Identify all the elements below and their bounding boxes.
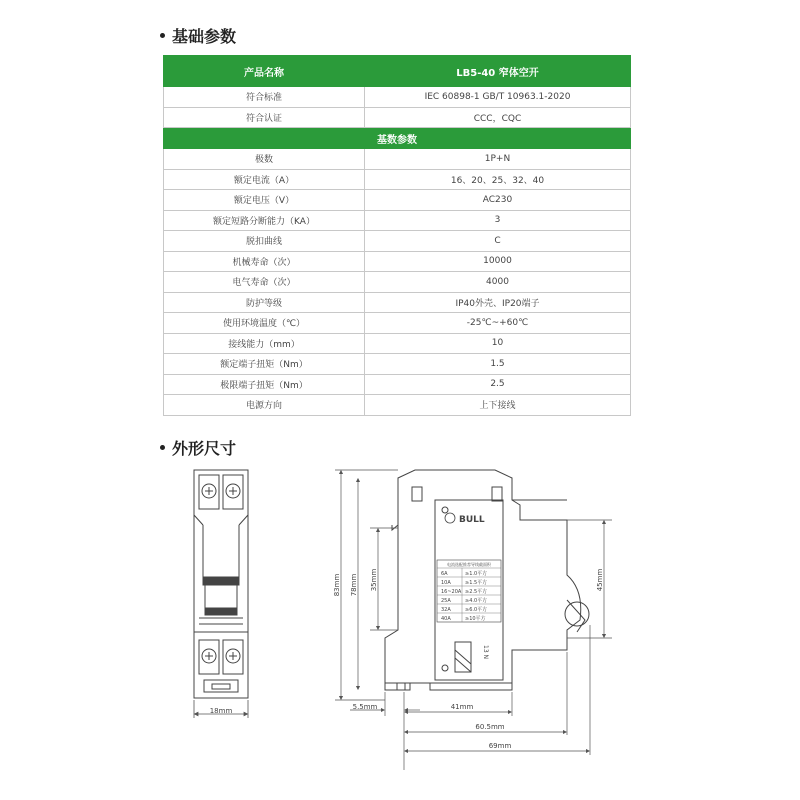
label-wire: ≥6.0平方 (465, 607, 488, 613)
row-key: 额定短路分断能力（KA） (164, 210, 365, 231)
label-current: 25A (441, 598, 451, 604)
dim-60-5mm: 60.5mm (475, 723, 505, 731)
header-cell-name: 产品名称 (164, 56, 365, 87)
label-current: 10A (441, 580, 451, 586)
dim-83mm: 83mm (333, 573, 341, 597)
row-value: 1P+N (365, 149, 631, 170)
row-value: 10000 (365, 251, 631, 272)
row-key: 极数 (164, 149, 365, 170)
terminal-marks: 13 N (482, 645, 489, 660)
row-key: 额定端子扭矩（Nm） (164, 354, 365, 375)
label-wire: ≥10平方 (465, 616, 486, 622)
dim-45mm: 45mm (596, 568, 604, 592)
label-current: 6A (441, 571, 448, 577)
section-title-params: 基础参数 (160, 24, 236, 47)
row-value: 4000 (365, 272, 631, 293)
label-current: 40A (441, 616, 451, 622)
row-value: 2.5 (365, 374, 631, 395)
row-key: 脱扣曲线 (164, 231, 365, 252)
row-key: 额定电流（A） (164, 169, 365, 190)
label-wire: ≥1.5平方 (465, 580, 488, 586)
wire-label (437, 560, 501, 622)
dim-18mm: 18mm (209, 707, 233, 715)
dim-69mm: 69mm (488, 742, 512, 750)
row-key: 防护等级 (164, 292, 365, 313)
label-wire: ≥1.0平方 (465, 571, 488, 577)
row-key: 极限端子扭矩（Nm） (164, 374, 365, 395)
row-value: 16、20、25、32、40 (365, 169, 631, 190)
dim-78mm: 78mm (350, 573, 358, 597)
header-cell-model: LB5-40 窄体空开 (365, 56, 631, 87)
toggle-handle-top (203, 577, 239, 585)
row-value: 1.5 (365, 354, 631, 375)
row-key: 额定电压（V） (164, 190, 365, 211)
label-wire: ≥4.0平方 (465, 598, 488, 604)
section-title-dimensions: 外形尺寸 (160, 436, 236, 459)
row-key: 电气寿命（次） (164, 272, 365, 293)
row-value: IEC 60898-1 GB/T 10963.1-2020 (365, 87, 631, 108)
row-value: IP40外壳、IP20端子 (365, 292, 631, 313)
din-clip (204, 680, 238, 692)
row-value: C (365, 231, 631, 252)
label-current: 32A (441, 607, 451, 613)
bull-logo-icon (445, 513, 455, 523)
row-key: 符合标准 (164, 87, 365, 108)
row-key: 机械寿命（次） (164, 251, 365, 272)
row-value: 上下接线 (365, 395, 631, 416)
dim-35mm: 35mm (370, 568, 378, 592)
side-notch (412, 487, 422, 501)
row-value: 10 (365, 333, 631, 354)
row-key: 电源方向 (164, 395, 365, 416)
label-current: 16~20A (441, 589, 462, 595)
row-value: 3 (365, 210, 631, 231)
row-value: CCC，CQC (365, 107, 631, 128)
brand-text: BULL (459, 515, 485, 525)
dim-41mm: 41mm (450, 703, 474, 711)
row-key: 符合认证 (164, 107, 365, 128)
dim-5-5mm: 5.5mm (352, 703, 378, 711)
row-value: -25℃~+60℃ (365, 313, 631, 334)
row-key: 使用环境温度（℃） (164, 313, 365, 334)
subheader-cell: 基数参数 (164, 128, 631, 149)
row-key: 接线能力（mm） (164, 333, 365, 354)
label-wire: ≥2.5平方 (465, 589, 488, 595)
front-view (194, 470, 248, 698)
row-value: AC230 (365, 190, 631, 211)
wire-label-title: 电流选配推荐导线截面积 (447, 562, 491, 567)
